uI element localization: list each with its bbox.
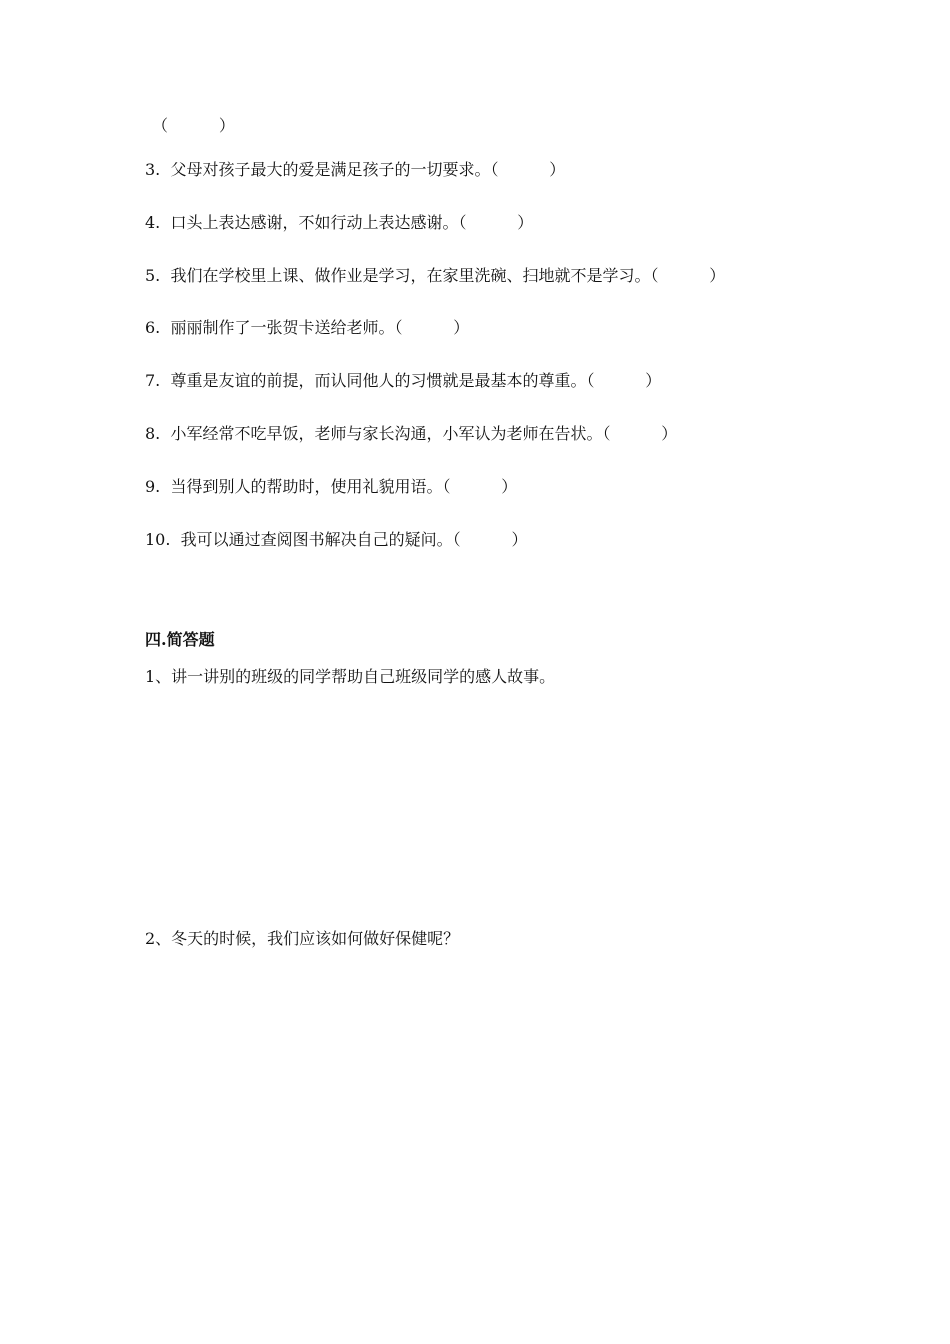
true-false-item-3: 3. 父母对孩子最大的爱是满足孩子的一切要求。（ ） [145, 160, 566, 179]
true-false-item-10: 10. 我可以通过查阅图书解决自己的疑问。（ ） [145, 530, 528, 549]
section-heading: 四.简答题 [145, 630, 215, 649]
true-false-item-8: 8. 小军经常不吃早饭，老师与家长沟通，小军认为老师在告状。（ ） [145, 424, 678, 443]
short-answer-question-2: 2、冬天的时候，我们应该如何做好保健呢？ [145, 929, 460, 948]
true-false-item-5: 5. 我们在学校里上课、做作业是学习，在家里洗碗、扫地就不是学习。（ ） [145, 266, 726, 285]
short-answer-question-1: 1、讲一讲别的班级的同学帮助自己班级同学的感人故事。 [145, 667, 556, 686]
true-false-item-7: 7. 尊重是友谊的前提，而认同他人的习惯就是最基本的尊重。（ ） [145, 371, 662, 390]
true-false-item-6: 6. 丽丽制作了一张贺卡送给老师。（ ） [145, 318, 470, 337]
true-false-item-4: 4. 口头上表达感谢，不如行动上表达感谢。（ ） [145, 213, 534, 232]
true-false-item-9: 9. 当得到别人的帮助时，使用礼貌用语。（ ） [145, 477, 518, 496]
answer-blank-continuation: （ ） [152, 116, 235, 135]
